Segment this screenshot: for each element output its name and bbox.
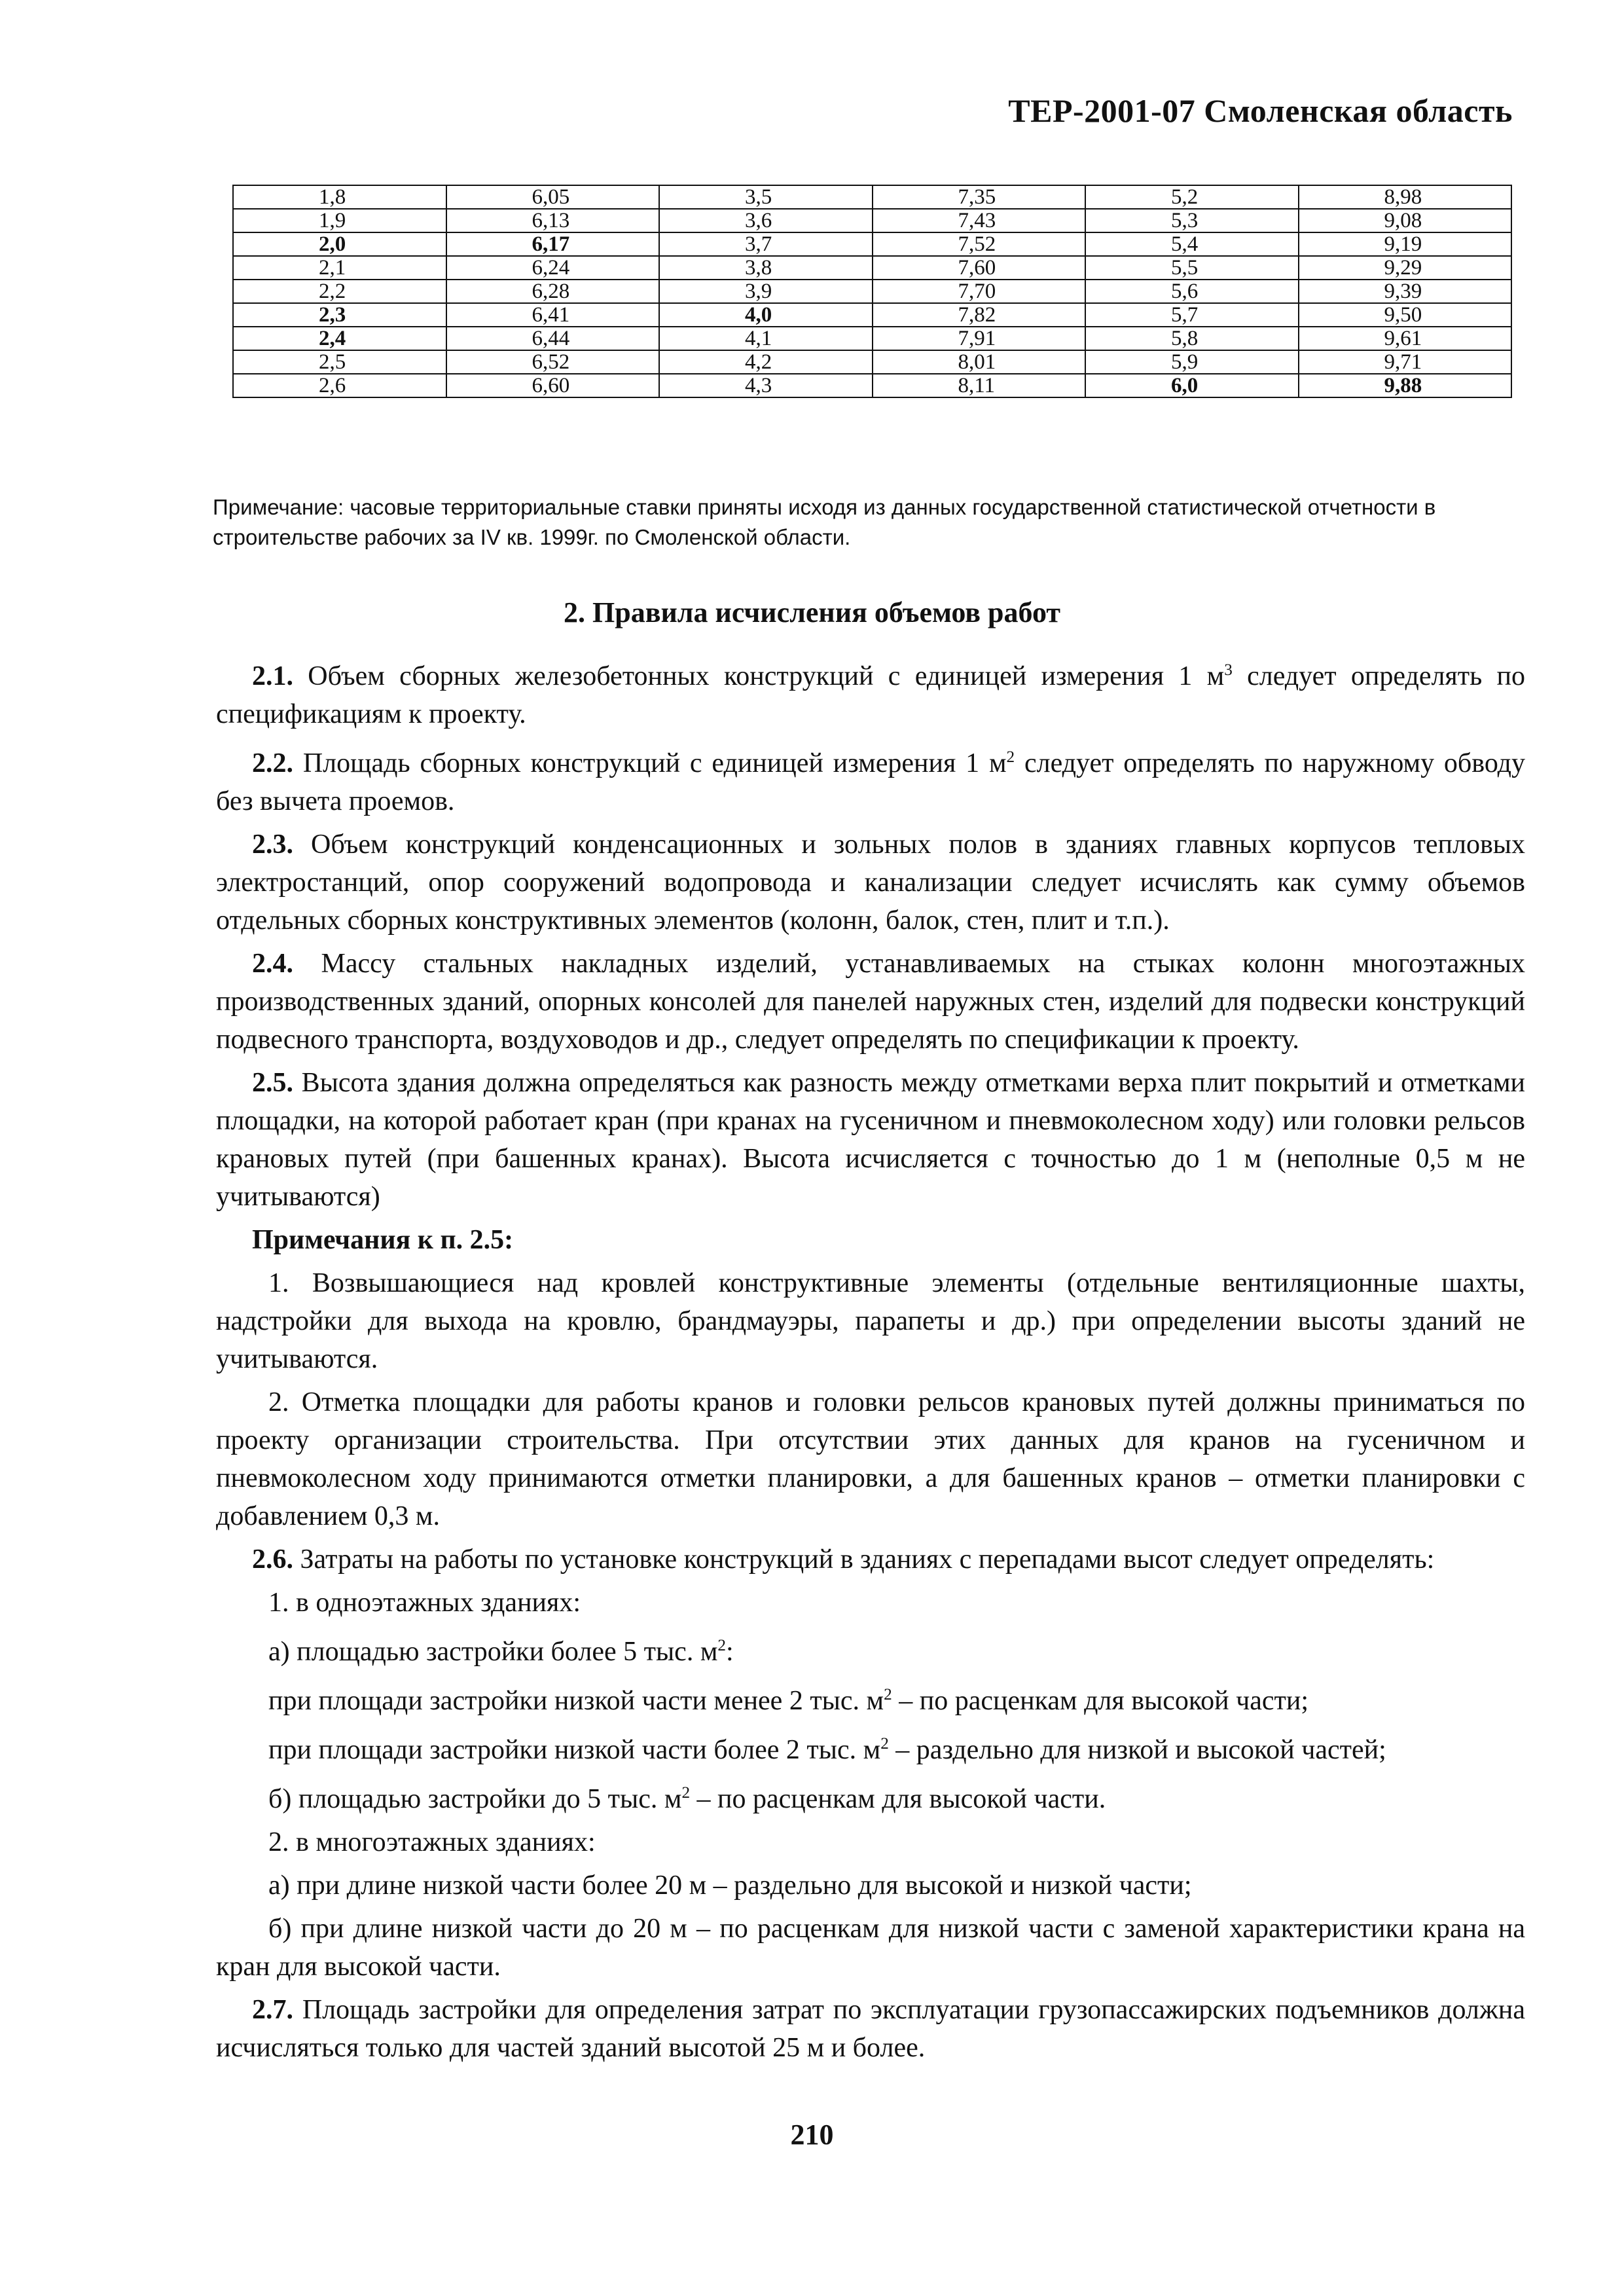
table-cell: 3,5 xyxy=(659,185,873,209)
note-2: 2. Отметка площадки для работы кранов и головки рельсов крановых путей должны приниматься по проекту организации строительства. При отсутствии этих данных для кранов на гусеничном и пневмоколесном ходу принимаются отметки планировки, а для башенных кранов – отметки планировки с добавлением 0,3 м. xyxy=(216,1387,1525,1531)
table-cell: 5,8 xyxy=(1085,327,1299,350)
table-cell: 4,3 xyxy=(659,374,873,397)
rates-table xyxy=(232,185,1512,398)
paragraph-2-6-1-a-2: при площади застройки низкой части более 2 тыс. $м^2$ – раздельно для низкой и высокой частей; xyxy=(268,1735,1386,1765)
table-cell: 9,08 xyxy=(1299,209,1512,232)
paragraph-2-2: 2.2. Площадь сборных конструкций с единицей измерения 1 $м^2$ следует определять по наружному обводу без вычета проемов. xyxy=(216,748,1525,816)
section-title: 2. Правила исчисления объемов работ xyxy=(564,596,1060,629)
table-row xyxy=(233,256,1511,280)
table-cell: 3,9 xyxy=(659,280,873,303)
table-cell: 5,5 xyxy=(1085,256,1299,280)
table-row xyxy=(233,280,1511,303)
table-cell: 4,1 xyxy=(659,327,873,350)
table-cell: 6,0 xyxy=(1085,374,1299,397)
paragraph-2-6-1: 1. в одноэтажных зданиях: xyxy=(268,1588,581,1618)
table-cell: 8,01 xyxy=(873,350,1086,374)
table-cell: 5,2 xyxy=(1085,185,1299,209)
table-cell: 7,60 xyxy=(873,256,1086,280)
paragraph-2-6-2: 2. в многоэтажных зданиях: xyxy=(268,1827,596,1857)
table-cell: 6,24 xyxy=(446,256,660,280)
table-cell: 5,3 xyxy=(1085,209,1299,232)
table-row xyxy=(233,350,1511,374)
note-1: 1. Возвышающиеся над кровлей конструктивные элементы (отдельные вентиляционные шахты, надстройки для выхода на кровлю, брандмауэры, парапеты и др.) при определении высоты зданий не учитываются. xyxy=(216,1268,1525,1374)
table-cell: 4,2 xyxy=(659,350,873,374)
table-cell: 9,39 xyxy=(1299,280,1512,303)
table-cell: 7,35 xyxy=(873,185,1086,209)
paragraph-2-6-2-b: б) при длине низкой части до 20 м – по расценкам для низкой части с заменой характеристики крана на кран для высокой части. xyxy=(216,1914,1525,1982)
paragraph-2-6-2-a: а) при длине низкой части более 20 м – раздельно для высокой и низкой части; xyxy=(268,1870,1192,1901)
table-cell: 6,41 xyxy=(446,303,660,327)
table-cell: 5,6 xyxy=(1085,280,1299,303)
table-cell: 8,11 xyxy=(873,374,1086,397)
table-cell: 5,4 xyxy=(1085,232,1299,256)
table-cell: 1,8 xyxy=(233,185,446,209)
table-cell: 2,6 xyxy=(233,374,446,397)
table-cell: 3,6 xyxy=(659,209,873,232)
table-cell: 2,5 xyxy=(233,350,446,374)
table-cell: 9,50 xyxy=(1299,303,1512,327)
paragraph-2-6-1-a: а) площадью застройки более 5 тыс. $м^2$: xyxy=(268,1637,734,1667)
table-cell: 2,4 xyxy=(233,327,446,350)
table-cell: 1,9 xyxy=(233,209,446,232)
table-cell: 2,0 xyxy=(233,232,446,256)
table-row xyxy=(233,327,1511,350)
table-cell: 2,2 xyxy=(233,280,446,303)
table-cell: 5,9 xyxy=(1085,350,1299,374)
table-row xyxy=(233,374,1511,397)
section-body xyxy=(216,651,1525,2072)
paragraph-2-5: 2.5. Высота здания должна определяться как разность между отметками верха плит покрытий и отметками площадки, на которой работает кран (при кранах на гусеничном и пневмоколесном ходу) или головки рельсов крановых путей (при башенных кранах). Высота исчисляется с точностью до 1 м (неполные 0,5 м не учитываются) xyxy=(216,1068,1526,1212)
table-cell: 9,19 xyxy=(1299,232,1512,256)
table-cell: 6,28 xyxy=(446,280,660,303)
table-cell: 9,88 xyxy=(1299,374,1512,397)
paragraph-2-6: 2.6. Затраты на работы по установке конструкций в зданиях с перепадами высот следует определять: xyxy=(252,1544,1435,1575)
table-cell: 2,3 xyxy=(233,303,446,327)
paragraph-2-7: 2.7. Площадь застройки для определения затрат по эксплуатации грузопассажирских подъемников должна исчисляться только для частей зданий высотой 25 м и более. xyxy=(216,1995,1525,2063)
table-cell: 5,7 xyxy=(1085,303,1299,327)
paragraph-2-6-1-b: б) площадью застройки до 5 тыс. $м^2$ – по расценкам для высокой части. xyxy=(268,1784,1106,1814)
table-cell: 3,7 xyxy=(659,232,873,256)
table-cell: 6,17 xyxy=(446,232,660,256)
table-note: Примечание: часовые территориальные ставки приняты исходя из данных государственной статистической отчетности в строительстве рабочих за IV кв. 1999г. по Смоленской области. xyxy=(213,495,1436,549)
table-cell: 7,43 xyxy=(873,209,1086,232)
table-cell: 6,52 xyxy=(446,350,660,374)
table-cell: 7,52 xyxy=(873,232,1086,256)
table-cell: 6,05 xyxy=(446,185,660,209)
table-cell: 7,91 xyxy=(873,327,1086,350)
table-row xyxy=(233,185,1511,209)
table-cell: 7,82 xyxy=(873,303,1086,327)
table-cell: 7,70 xyxy=(873,280,1086,303)
table-cell: 3,8 xyxy=(659,256,873,280)
table-cell: 6,44 xyxy=(446,327,660,350)
document-header-title: ТЕР-2001-07 Смоленская область xyxy=(1008,92,1513,129)
paragraph-2-3: 2.3. Объем конструкций конденсационных и зольных полов в зданиях главных корпусов тепловых электростанций, опор сооружений водопровода и канализации следует исчислять как сумму объемов отдельных сборных конструктивных элементов (колонн, балок, стен, плит и т.п.). xyxy=(216,829,1526,936)
table-cell: 9,61 xyxy=(1299,327,1512,350)
paragraph-2-6-1-a-1: при площади застройки низкой части менее 2 тыс. $м^2$ – по расценкам для высокой части; xyxy=(268,1686,1309,1716)
table-cell: 2,1 xyxy=(233,256,446,280)
table-cell: 9,71 xyxy=(1299,350,1512,374)
paragraph-2-4: 2.4. Массу стальных накладных изделий, устанавливаемых на стыках колонн многоэтажных производственных зданий, опорных консолей для панелей наружных стен, изделий для подвески конструкций подвесного транспорта, воздуховодов и др., следует определять по спецификации к проекту. xyxy=(216,949,1525,1055)
page-number: 210 xyxy=(790,2119,834,2151)
table-row xyxy=(233,209,1511,232)
table-row xyxy=(233,232,1511,256)
notes-heading: Примечания к п. 2.5: xyxy=(252,1225,514,1255)
table-cell: 9,29 xyxy=(1299,256,1512,280)
table-row xyxy=(233,303,1511,327)
paragraph-2-1: 2.1. Объем сборных железобетонных конструкций с единицей измерения 1 $м^3$ следует определять по спецификациям к проекту. xyxy=(216,661,1526,729)
table-cell: 8,98 xyxy=(1299,185,1512,209)
table-cell: 4,0 xyxy=(659,303,873,327)
table-cell: 6,60 xyxy=(446,374,660,397)
table-cell: 6,13 xyxy=(446,209,660,232)
